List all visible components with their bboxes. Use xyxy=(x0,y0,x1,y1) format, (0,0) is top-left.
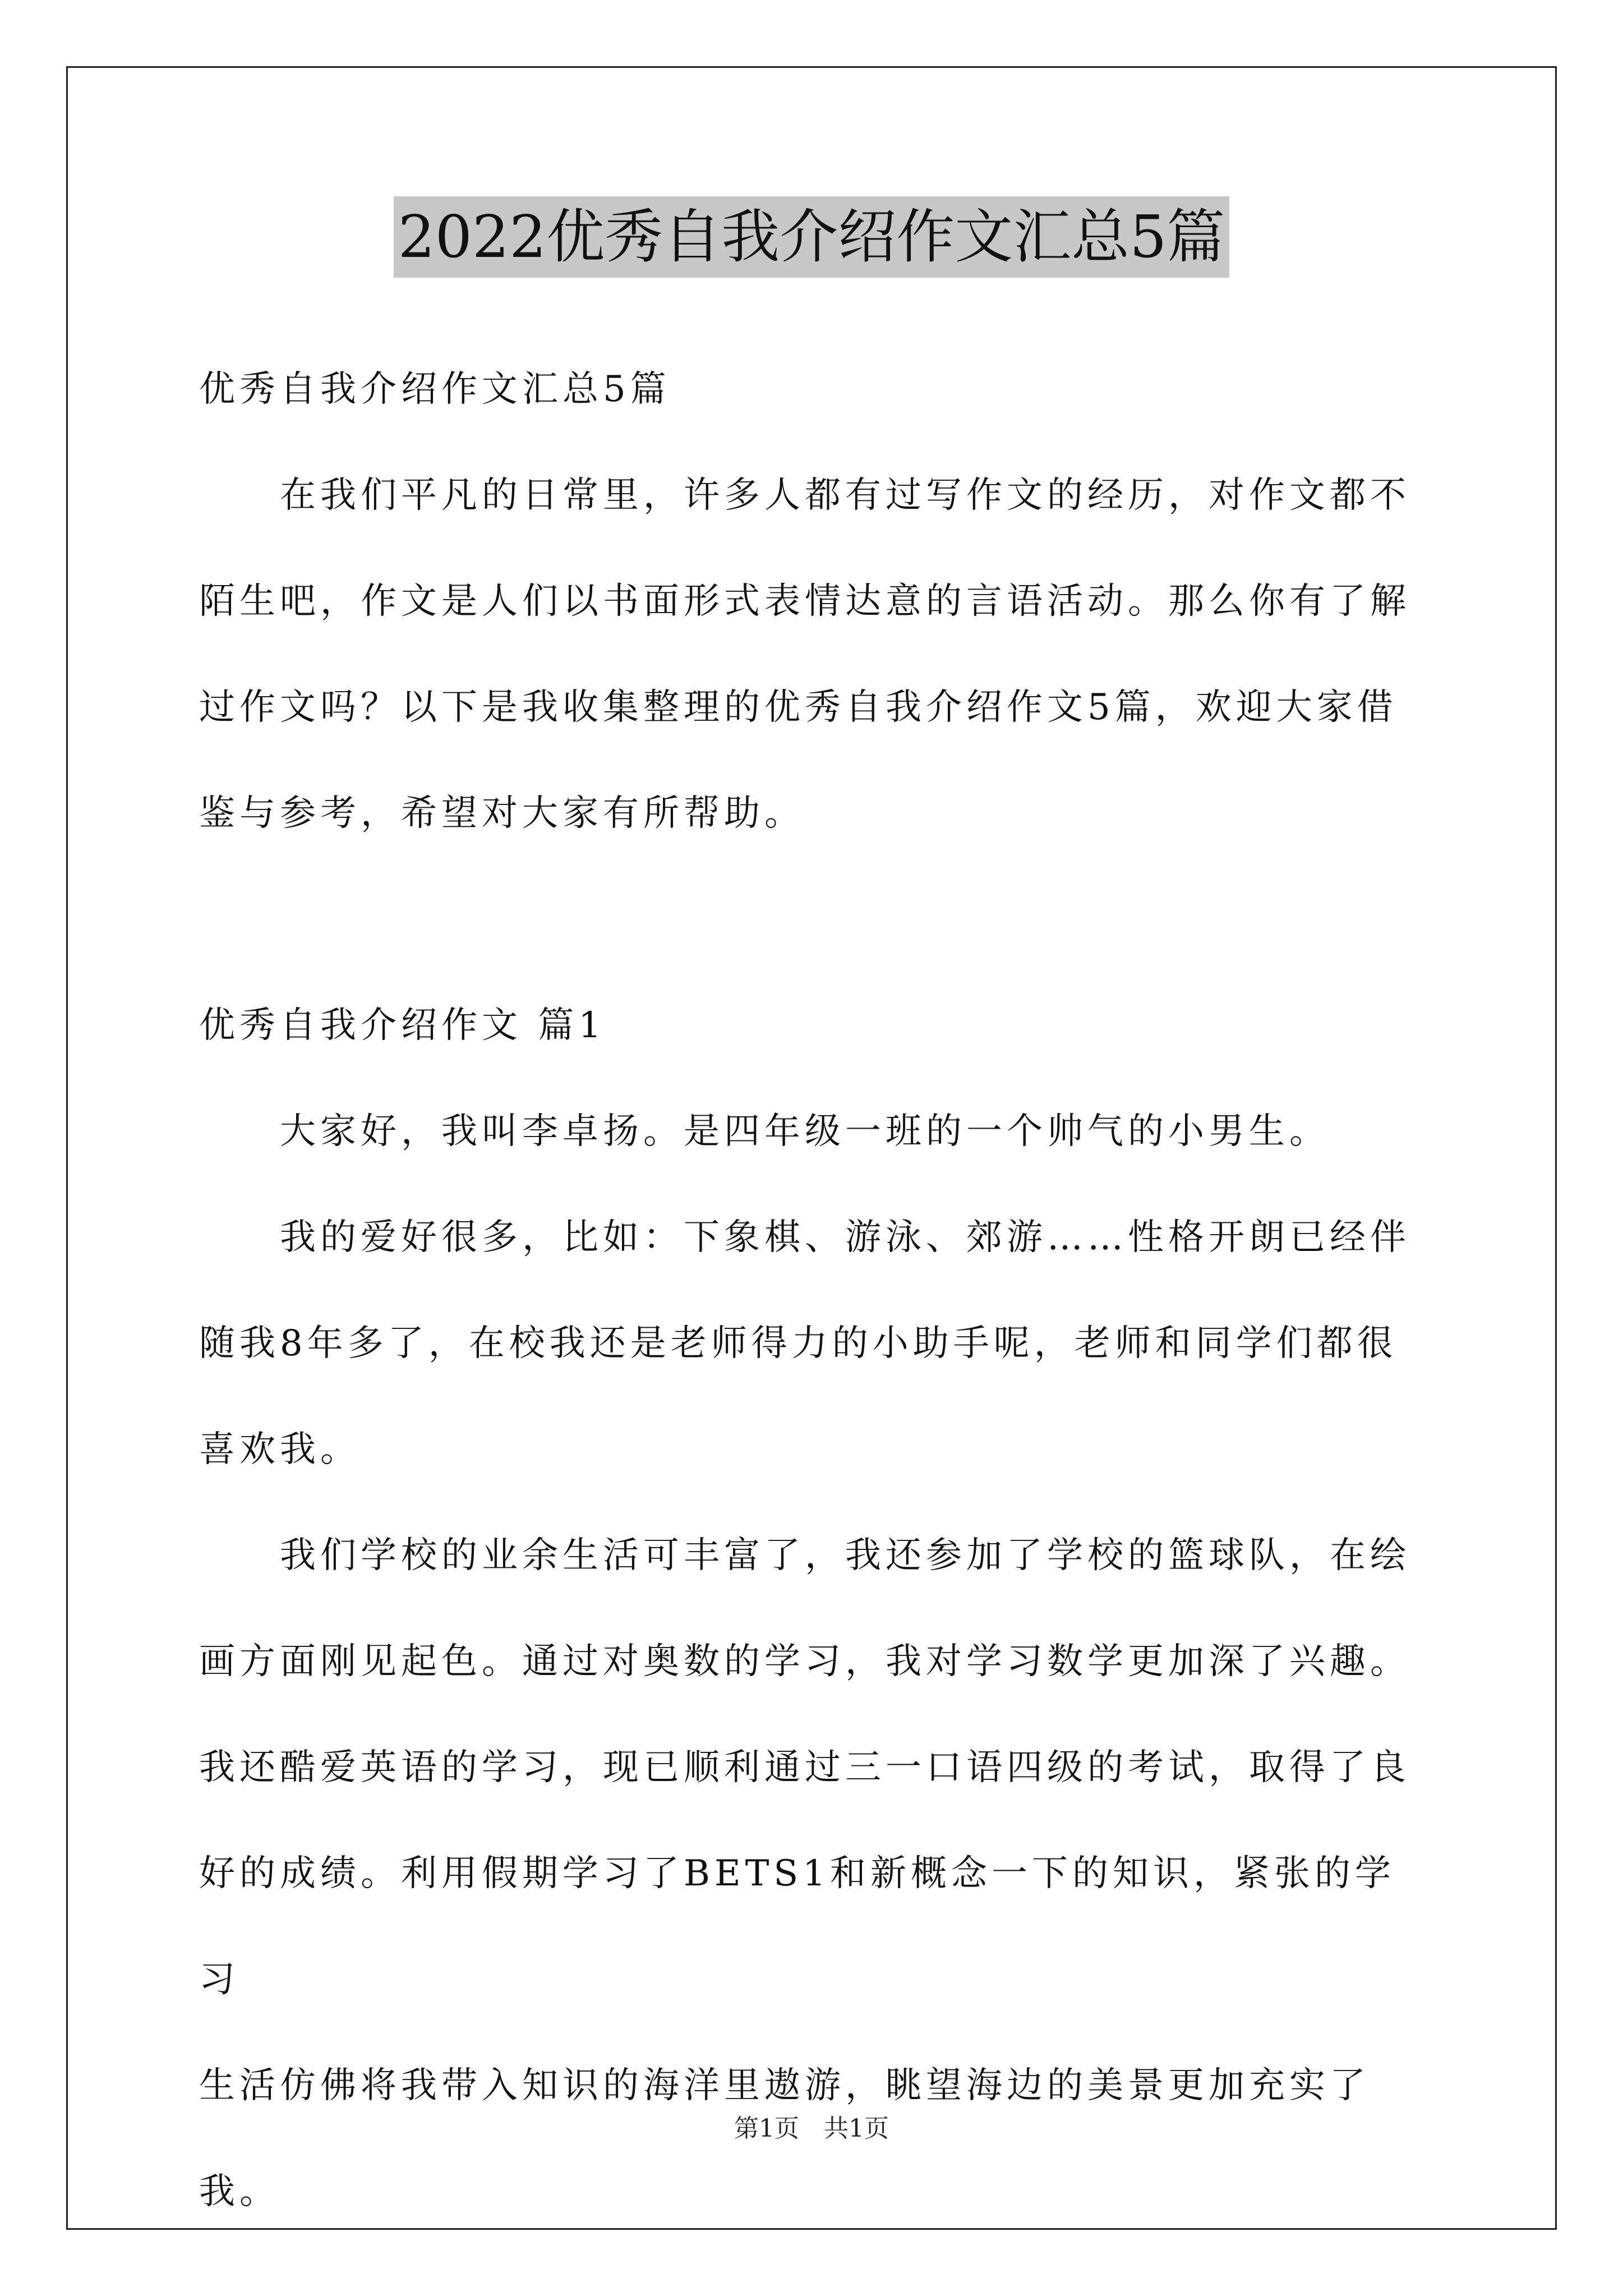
document-title: 2022优秀自我介绍作文汇总5篇 xyxy=(394,196,1230,278)
document-body xyxy=(199,337,1433,2245)
paragraph-line: 我们学校的业余生活可丰富了，我还参加了学校的篮球队，在绘 xyxy=(280,1535,1410,1576)
paragraph-line: 我还酷爱英语的学习，现已顺利通过三一口语四级的考试，取得了良 xyxy=(199,1747,1410,1788)
paragraph-line: 随我8年多了，在校我还是老师得力的小助手呢，老师和同学们都很 xyxy=(199,1323,1398,1364)
paragraph-line: 大家好，我叫李卓扬。是四年级一班的一个帅气的小男生。 xyxy=(280,1111,1330,1152)
paragraph-line: 画方面刚见起色。通过对奥数的学习，我对学习数学更加深了兴趣。 xyxy=(199,1641,1410,1682)
paragraph-line: 喜欢我。 xyxy=(199,1429,361,1470)
intro-line: 在我们平凡的日常里，许多人都有过写作文的经历，对作文都不 xyxy=(280,475,1410,516)
document-subtitle: 优秀自我介绍作文汇总5篇 xyxy=(199,369,671,410)
section-gap xyxy=(199,867,1433,973)
page-footer: 第1页 共1页 xyxy=(734,2114,889,2143)
paragraph-line: 我的爱好很多，比如：下象棋、游泳、郊游……性格开朗已经伴 xyxy=(280,1217,1410,1258)
title-container xyxy=(0,196,1623,278)
paragraph-line: 生活仿佛将我带入知识的海洋里遨游，眺望海边的美景更加充实了我。 xyxy=(199,2065,1370,2212)
paragraph-line: 好的成绩。利用假期学习了BETS1和新概念一下的知识，紧张的学习 xyxy=(199,1853,1395,2000)
intro-line: 鉴与参考，希望对大家有所帮助。 xyxy=(199,793,805,834)
section-heading: 优秀自我介绍作文 篇1 xyxy=(199,1005,606,1046)
intro-line: 陌生吧，作文是人们以书面形式表情达意的言语活动。那么你有了解 xyxy=(199,581,1410,622)
intro-line: 过作文吗？以下是我收集整理的优秀自我介绍作文5篇，欢迎大家借 xyxy=(199,687,1398,728)
